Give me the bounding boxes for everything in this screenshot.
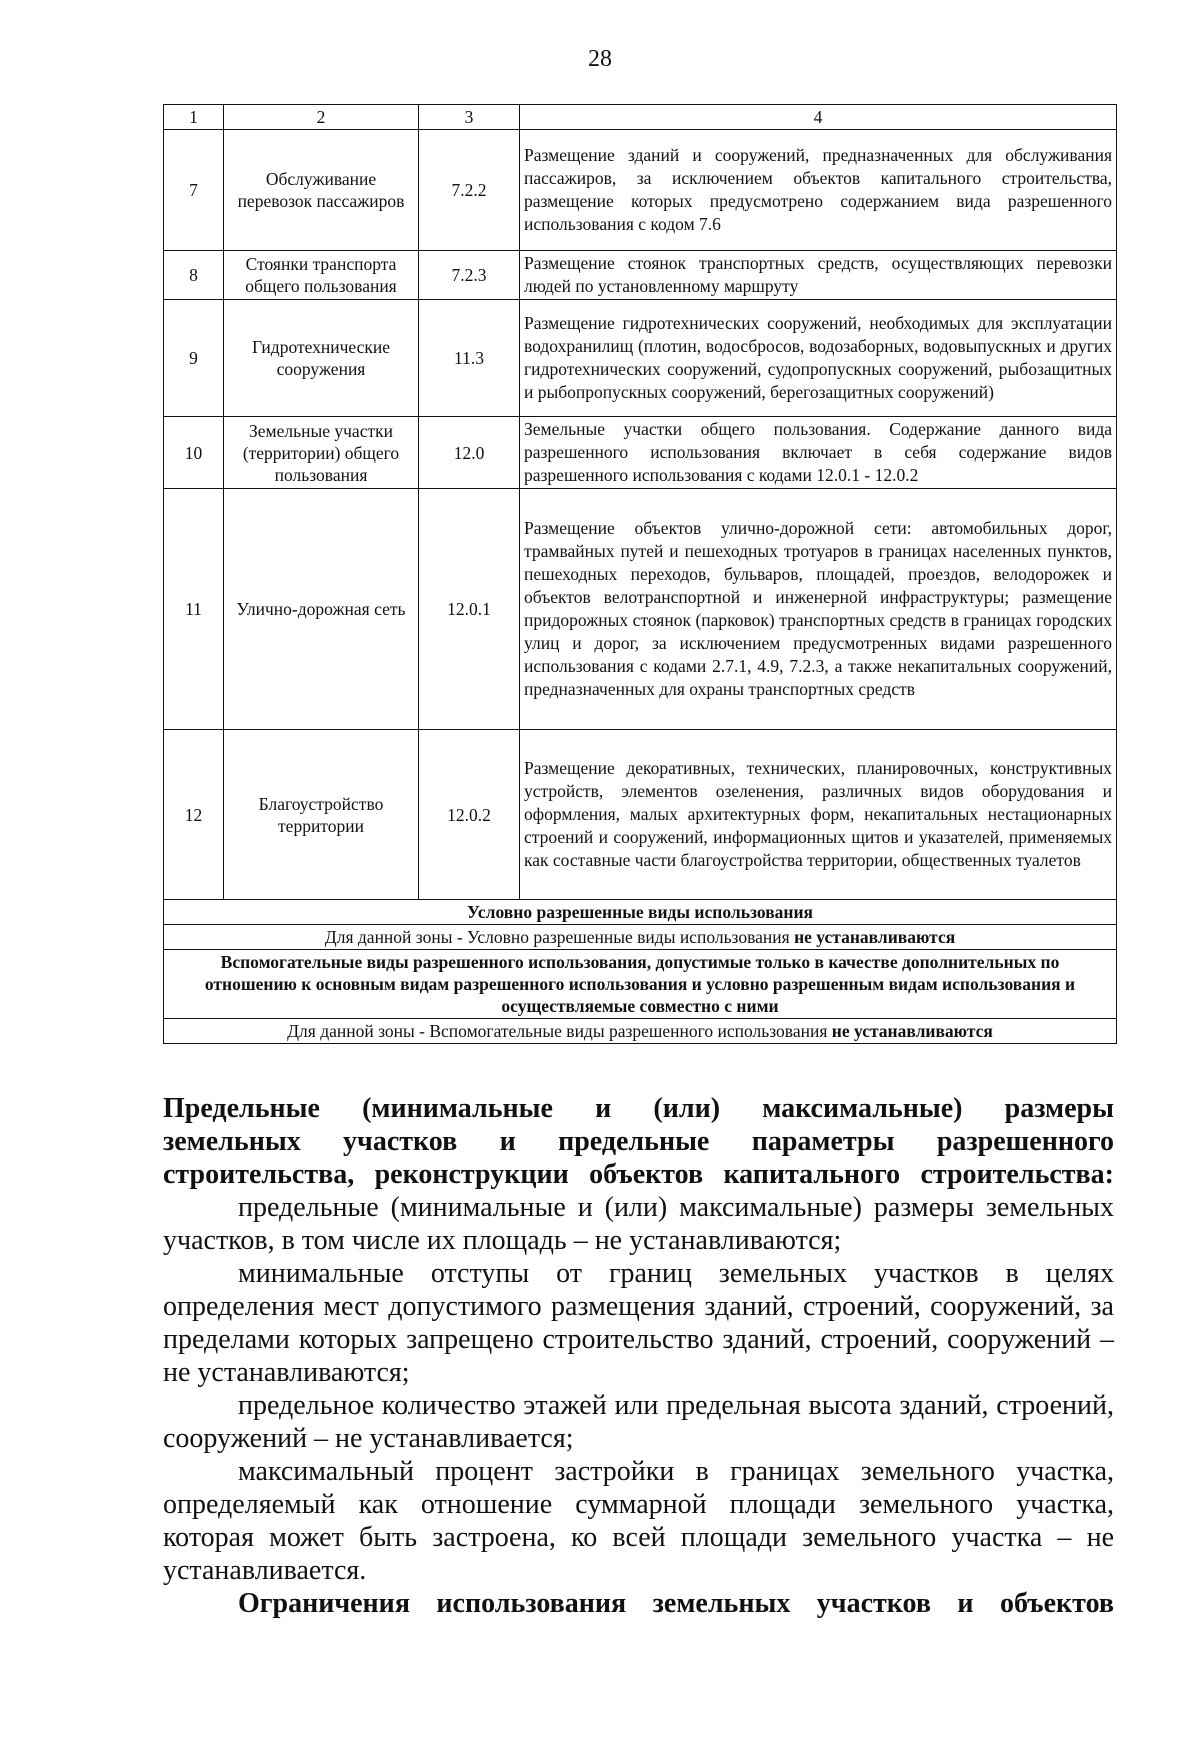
auxiliary-note-text: Для данной зоны - Вспомогательные виды разрешенного использования xyxy=(287,1021,832,1041)
row-number: 8 xyxy=(164,251,224,300)
table-row xyxy=(164,489,1117,730)
use-type-description: Земельные участки общего пользования. Содержание данного вида разрешенного использования включает в себя содержание видов разрешенного использования с кодами 12.0.1 - 12.0.2 xyxy=(520,417,1117,489)
restrictions-heading: Ограничения использования земельных участков и объектов xyxy=(238,1588,1114,1619)
header-cell: 4 xyxy=(520,105,1117,130)
conditional-uses-title-row xyxy=(164,900,1117,925)
use-type-name: Стоянки транспорта общего пользования xyxy=(224,251,419,300)
use-type-code: 7.2.3 xyxy=(419,251,520,300)
use-type-name: Благоустройство территории xyxy=(224,730,419,900)
table-row xyxy=(164,300,1117,417)
table-header-row xyxy=(164,105,1117,130)
limits-section xyxy=(163,1092,1114,1620)
limits-heading-line: земельных участков и предельные параметры разрешенного xyxy=(163,1126,1114,1157)
row-number: 10 xyxy=(164,417,224,489)
use-type-code: 12.0.2 xyxy=(419,730,520,900)
auxiliary-uses-title-row xyxy=(164,950,1117,1019)
use-type-description: Размещение объектов улично-дорожной сети: автомобильных дорог, трамвайных путей и пешеходных тротуаров в границах населенных пунктов, пешеходных переходов, бульваров, площадей, проездов, велодорожек и объектов велотранспортной и инженерной инфраструктуры; размещение придорожных стоянок (парковок) транспортных средств в границах городских улиц и дорог, за исключением предусмотренных видами разрешенного использования с кодами 2.7.1, 4.9, 7.2.3, а также некапитальных сооружений, предназначенных для охраны транспортных средств xyxy=(520,489,1117,730)
row-number: 12 xyxy=(164,730,224,900)
row-number: 11 xyxy=(164,489,224,730)
auxiliary-uses-note xyxy=(164,1019,1117,1044)
conditional-uses-title: Условно разрешенные виды использования xyxy=(164,900,1117,925)
use-type-name: Обслуживание перевозок пассажиров xyxy=(224,130,419,251)
table-row xyxy=(164,130,1117,251)
use-type-description: Размещение зданий и сооружений, предназначенных для обслуживания пассажиров, за исключением объектов капитального строительства, размещение которых предусмотрено содержанием вида разрешенного использования с кодом 7.6 xyxy=(520,130,1117,251)
table-row xyxy=(164,417,1117,489)
row-number: 9 xyxy=(164,300,224,417)
conditional-uses-note-row xyxy=(164,925,1117,950)
table-row xyxy=(164,730,1117,900)
use-type-name: Улично-дорожная сеть xyxy=(224,489,419,730)
use-type-description: Размещение стоянок транспортных средств, осуществляющих перевозки людей по установленному маршруту xyxy=(520,251,1117,300)
table-row xyxy=(164,251,1117,300)
page-number: 28 xyxy=(588,46,612,72)
header-cell: 1 xyxy=(164,105,224,130)
use-type-code: 7.2.2 xyxy=(419,130,520,251)
limits-paragraph: предельное количество этажей или предельная высота зданий, строений, сооружений – не устанавливается; xyxy=(163,1390,1114,1454)
header-cell: 3 xyxy=(419,105,520,130)
permitted-use-table xyxy=(163,104,1117,1044)
header-cell: 2 xyxy=(224,105,419,130)
limits-paragraph: максимальный процент застройки в границах земельного участка, определяемый как отношение суммарной площади земельного участка, которая может быть застроена, ко всей площади земельного участка – не устанавливается. xyxy=(163,1456,1114,1586)
conditional-note-bold: не устанавливаются xyxy=(794,927,956,947)
use-type-name: Земельные участки (территории) общего пользования xyxy=(224,417,419,489)
limits-heading-line: Предельные (минимальные и (или) максимальные) размеры xyxy=(163,1093,1114,1124)
use-type-name: Гидротехнические сооружения xyxy=(224,300,419,417)
limits-paragraph: минимальные отступы от границ земельных участков в целях определения мест допустимого размещения зданий, строений, сооружений, за пределами которых запрещено строительство зданий, строений, сооружений – не устанавливаются; xyxy=(163,1258,1114,1388)
conditional-uses-note xyxy=(164,925,1117,950)
conditional-note-text: Для данной зоны - Условно разрешенные виды использования xyxy=(324,927,795,947)
use-type-description: Размещение декоративных, технических, планировочных, конструктивных устройств, элементов озеленения, различных видов оборудования и оформления, малых архитектурных форм, некапитальных нестационарных строений и сооружений, информационных щитов и указателей, применяемых как составные части благоустройства территории, общественных туалетов xyxy=(520,730,1117,900)
limits-paragraph: предельные (минимальные и (или) максимальные) размеры земельных участков, в том числе их площадь – не устанавливаются; xyxy=(163,1192,1114,1256)
use-type-code: 11.3 xyxy=(419,300,520,417)
limits-heading-line: строительства, реконструкции объектов капитального строительства: xyxy=(163,1159,1114,1190)
use-type-code: 12.0.1 xyxy=(419,489,520,730)
auxiliary-note-bold: не устанавливаются xyxy=(831,1021,993,1041)
use-type-description: Размещение гидротехнических сооружений, необходимых для эксплуатации водохранилищ (плотин, водосбросов, водозаборных, водовыпускных и других гидротехнических сооружений, судопропускных сооружений, рыбозащитных и рыбопропускных сооружений, берегозащитных сооружений) xyxy=(520,300,1117,417)
auxiliary-uses-note-row xyxy=(164,1019,1117,1044)
use-type-code: 12.0 xyxy=(419,417,520,489)
auxiliary-uses-title: Вспомогательные виды разрешенного использования, допустимые только в качестве дополнительных по отношению к основным видам разрешенного использования и условно разрешенным видам использования и осуществляемые совместно с ними xyxy=(164,950,1117,1019)
row-number: 7 xyxy=(164,130,224,251)
